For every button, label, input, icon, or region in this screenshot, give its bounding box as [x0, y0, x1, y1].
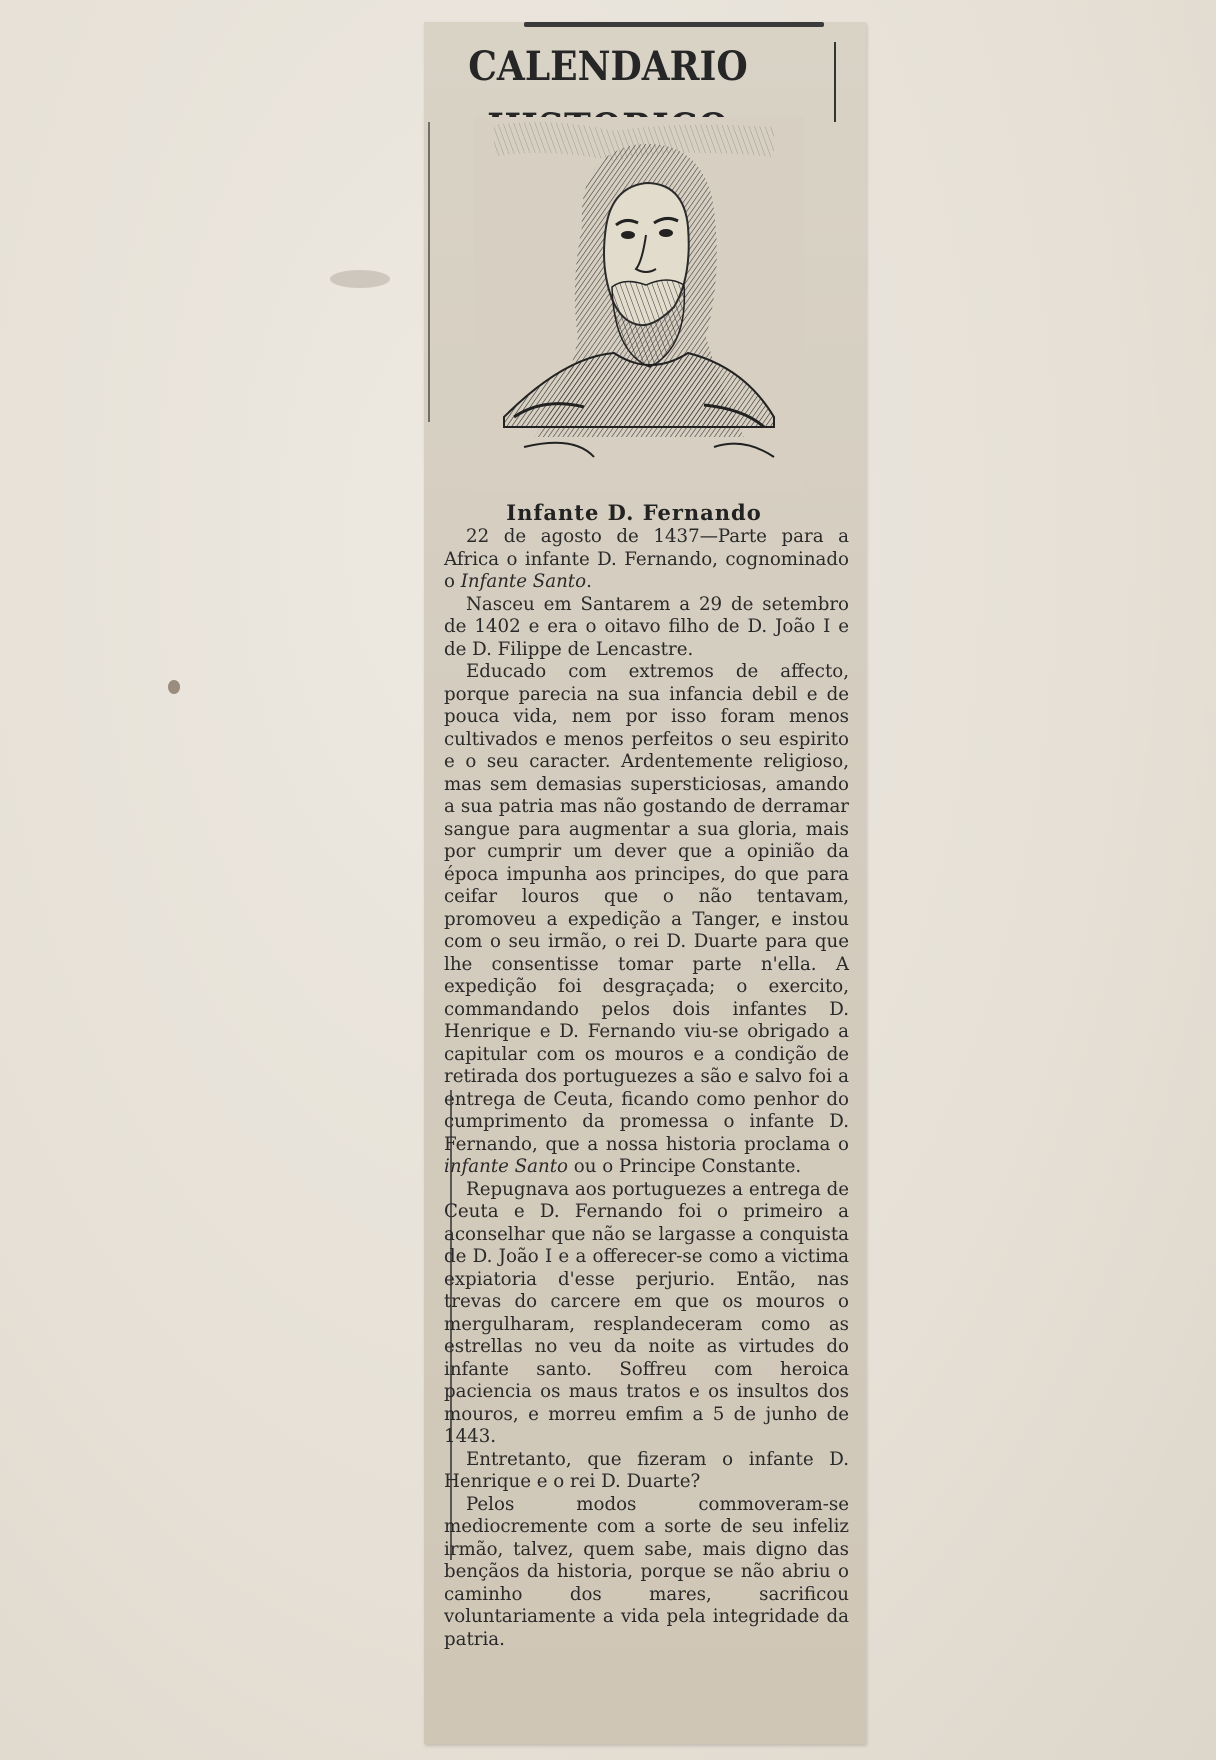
page-stain: [168, 680, 180, 694]
column-rule: [428, 122, 430, 422]
article-text: Educado com extremos de affecto, porque parecia na sua infancia debil e de pouca vida, nem por isso foram menos cultivados e menos perfeitos o seu espirito e o seu caracter. Ardentemente religioso, mas sem demasias supersticiosas, amando a sua patria mas não gostando de derramar sangue para augmentar a sua gloria, mais por cumprir um dever que a opinião da época impunha aos principes, do que para ceifar louros que o não tentavam, promoveu a expedição a Tanger, e instou com o seu irmão, o rei D. Duarte para que lhe consentisse tomar parte n'ella. A expedição foi desgraçada; o exercito, commandando pelos dois infantes D. Henrique e D. Fernando viu-se obrigado a capitular com os mouros e a condição de retirada dos portuguezes a são e salvo foi a entrega de Ceuta, ficando como penhor do cumprimento da promessa o infante D. Fernando, que a nossa historia proclama o: [444, 661, 849, 1155]
article-text: 22 de agosto de 1437—Parte para a Africa o infante D. Fernando, cognominado o: [444, 526, 849, 592]
article-emphasis: infante Santo: [444, 1156, 568, 1177]
article-paragraph: Entretanto, que fizeram o infante D. Henrique e o rei D. Duarte?: [444, 1448, 849, 1492]
article-paragraph: Nasceu em Santarem a 29 de setembro de 1402 e era o oitavo filho de D. João I e de D. Filippe de Lencastre.: [444, 593, 849, 660]
masthead: CALENDARIO: [468, 43, 748, 90]
column-rule: [834, 42, 836, 122]
article-paragraph: [444, 661, 849, 1179]
portrait-engraving-icon: [474, 117, 804, 492]
article-paragraph: Repugnava aos portuguezes a entrega de Ceuta e D. Fernando foi o primeiro a aconselhar que não se largasse a conquista de D. João I e a offerecer-se como a victima expiatoria d'esse perjurio. Então, nas trevas do carcere em que os mouros o mergulharam, resplandeceram como as estrellas no veu da noite as virtudes do infante santo. Soffreu com heroica paciencia os maus tratos e os insultos dos mouros, e morreu emfim a 5 de junho de 1443.: [444, 1178, 849, 1447]
portrait-caption: Infante D. Fernando: [506, 500, 762, 525]
newspaper-clipping: [424, 22, 866, 1744]
article-text: ou o Principe Constante.: [573, 1156, 802, 1177]
article-body: [444, 526, 849, 1651]
article-text: .: [586, 571, 592, 592]
top-rule: [524, 22, 824, 27]
article-paragraph: [444, 526, 849, 594]
article-emphasis: Infante Santo: [460, 571, 587, 592]
page-stain: [330, 270, 390, 288]
article-paragraph: Pelos modos commoveram-se mediocremente com a sorte de seu infeliz irmão, talvez, quem sabe, mais digno das bençãos da historia, porque se não abriu o caminho dos mares, sacrificou voluntariamente a vida pela integridade da patria.: [444, 1493, 849, 1650]
